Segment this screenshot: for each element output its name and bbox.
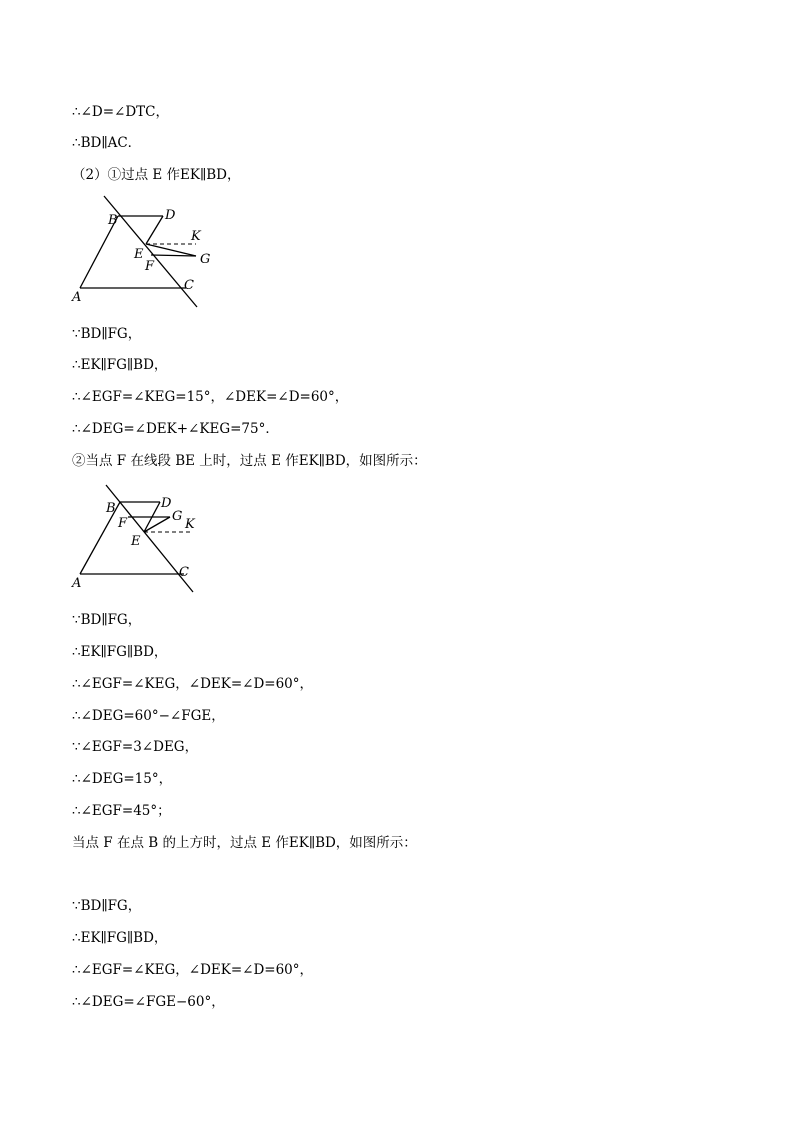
text-line-17: ∵BD∥FG， xyxy=(72,898,142,914)
label-a: A xyxy=(72,290,82,305)
text-line-2: ∴BD∥AC． xyxy=(72,135,142,151)
text-line-15: ∴∠EGF=45°； xyxy=(72,803,171,819)
text-line-1: ∴∠D=∠DTC， xyxy=(72,104,170,120)
text-line-8: ②当点 F 在线段 BE 上时，过点 E 作EK∥BD，如图所示： xyxy=(72,453,427,469)
geometry-figure-1 xyxy=(66,192,226,312)
text-line-20: ∴∠DEG=∠FGE−60°， xyxy=(72,994,225,1010)
text-line-16: 当点 F 在点 B 的上方时，过点 E 作EK∥BD，如图所示： xyxy=(72,835,417,851)
label-e: E xyxy=(134,247,144,262)
text-line-9: ∵BD∥FG， xyxy=(72,612,142,628)
text-line-18: ∴EK∥FG∥BD， xyxy=(72,930,168,946)
text-line-13: ∵∠EGF=3∠DEG， xyxy=(72,739,199,755)
label-c: C xyxy=(184,278,194,293)
segment-de xyxy=(146,216,163,244)
segment-fg xyxy=(151,255,196,256)
text-line-4: ∵BD∥FG， xyxy=(72,326,142,342)
label-g: G xyxy=(200,252,211,267)
label-k: K xyxy=(191,229,201,244)
label-e: E xyxy=(131,534,141,549)
label-k: K xyxy=(185,517,195,532)
text-line-19: ∴∠EGF=∠KEG，∠DEK=∠D=60°， xyxy=(72,962,314,978)
text-line-14: ∴∠DEG=15°， xyxy=(72,771,173,787)
label-a: A xyxy=(72,576,82,591)
label-b: B xyxy=(106,501,116,516)
label-d: D xyxy=(165,208,176,223)
label-d: D xyxy=(161,496,172,511)
text-line-10: ∴EK∥FG∥BD， xyxy=(72,644,168,660)
label-g: G xyxy=(172,509,183,524)
text-line-5: ∴EK∥FG∥BD， xyxy=(72,357,168,373)
label-f: F xyxy=(145,259,155,274)
text-line-11: ∴∠EGF=∠KEG，∠DEK=∠D=60°， xyxy=(72,676,314,692)
geometry-figure-2 xyxy=(66,482,226,597)
text-line-3: （2）①过点 E 作EK∥BD， xyxy=(72,167,241,183)
text-line-6: ∴∠EGF=∠KEG=15°，∠DEK=∠D=60°， xyxy=(72,389,349,405)
label-f: F xyxy=(118,516,128,531)
label-b: B xyxy=(108,213,118,228)
text-line-7: ∴∠DEG=∠DEK+∠KEG=75°． xyxy=(72,421,279,437)
label-c: C xyxy=(179,565,189,580)
text-line-12: ∴∠DEG=60°−∠FGE， xyxy=(72,708,225,724)
